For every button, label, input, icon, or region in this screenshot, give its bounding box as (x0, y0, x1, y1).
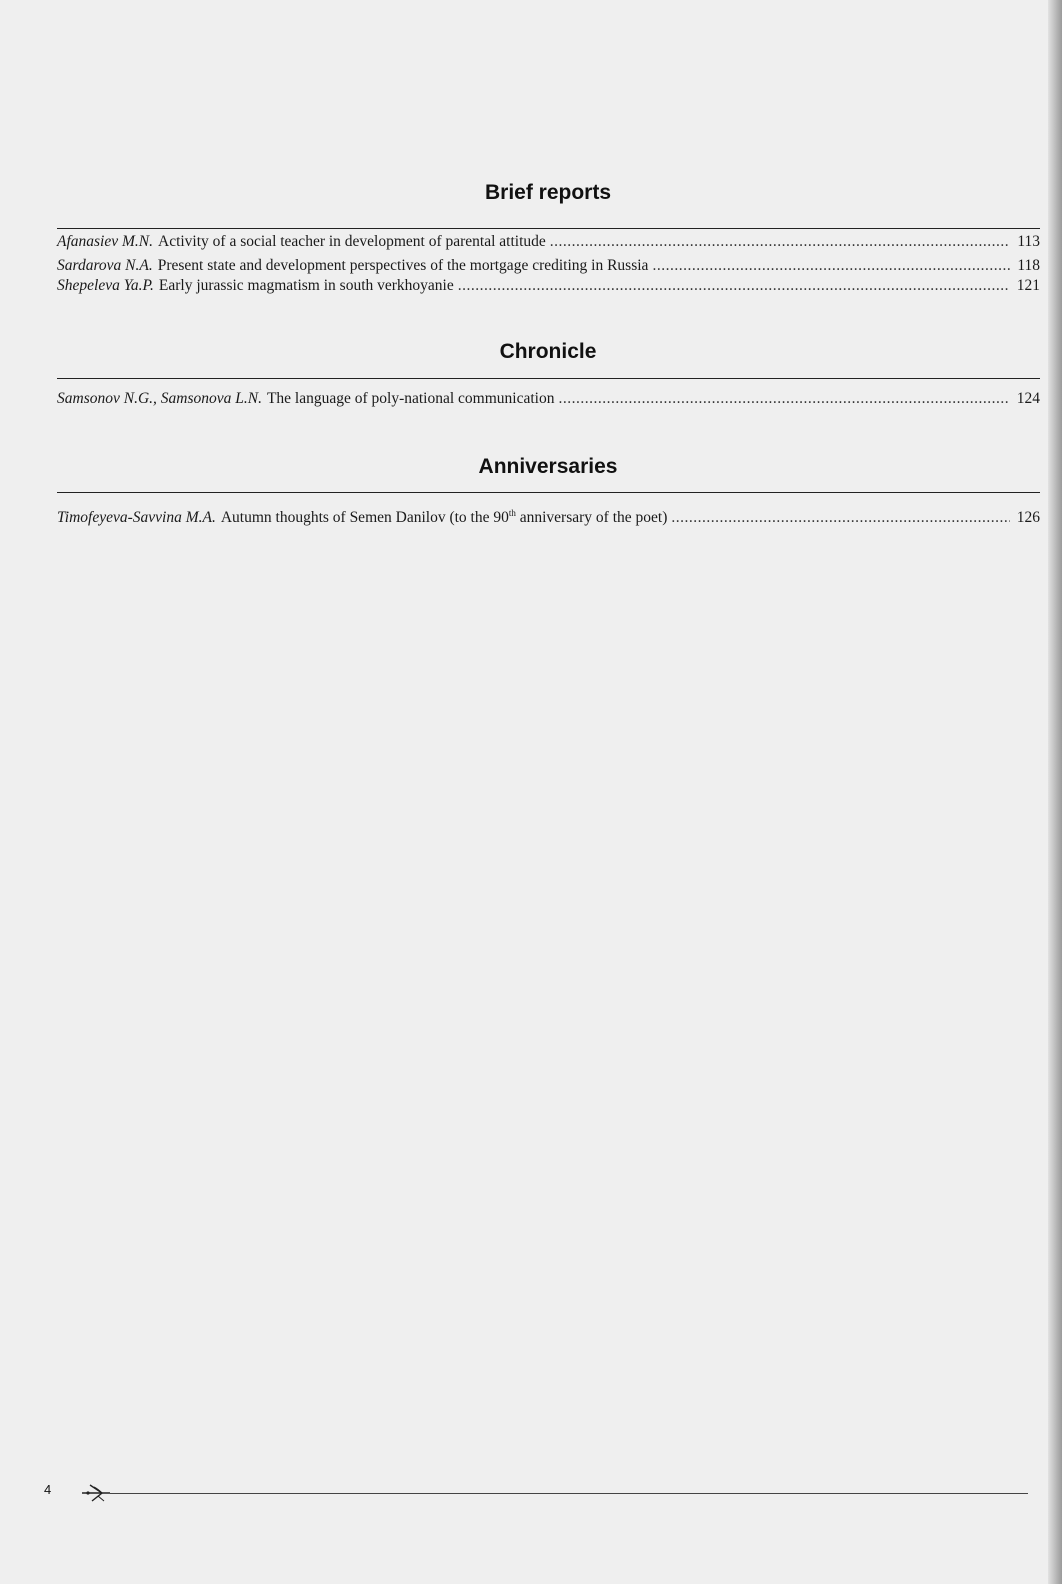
section-rule (57, 228, 1040, 229)
entry-authors: Afanasiev M.N. (57, 233, 153, 250)
entry-title: The language of poly-national communication (266, 390, 555, 407)
toc-entry[interactable] (57, 390, 1040, 408)
dot-leader (458, 277, 1010, 295)
entry-title-part: Autumn thoughts of Semen Danilov (to the 90 (220, 509, 509, 526)
page-edge-shadow (1048, 0, 1062, 1584)
entry-title: Present state and development perspectives of the mortgage crediting in Russia (157, 257, 649, 274)
entry-authors: Samsonov N.G., Samsonova L.N. (57, 390, 262, 407)
toc-entry[interactable] (57, 257, 1040, 275)
toc-entry[interactable] (57, 509, 1040, 527)
ordinal-superscript: th (508, 507, 516, 518)
entry-page: 126 (1016, 509, 1040, 526)
page-number: 4 (44, 1482, 52, 1497)
entry-page: 113 (1017, 233, 1040, 250)
section-heading-chronicle: Chronicle (499, 340, 597, 363)
section-heading-brief-reports: Brief reports (484, 181, 612, 204)
dot-leader (558, 390, 1010, 408)
toc-entry[interactable] (57, 233, 1040, 251)
entry-page: 124 (1016, 390, 1040, 407)
section-rule (57, 378, 1040, 379)
dot-leader (550, 233, 1010, 251)
entry-title (221, 509, 668, 527)
dot-leader (652, 257, 1010, 275)
entry-authors: Timofeyeva-Savvina M.A. (57, 509, 216, 526)
entry-authors: Sardarova N.A. (57, 257, 153, 274)
entry-title: Activity of a social teacher in development of parental attitude (158, 233, 546, 250)
entry-authors: Shepeleva Ya.P. (57, 277, 154, 294)
section-heading-anniversaries: Anniversaries (478, 455, 618, 478)
crane-logo-icon (80, 1481, 114, 1505)
entry-page: 121 (1016, 277, 1040, 294)
entry-title-part: anniversary of the poet) (515, 509, 668, 526)
toc-entry[interactable] (57, 277, 1040, 295)
entry-page: 118 (1017, 257, 1040, 274)
footer-rule (110, 1493, 1028, 1494)
entry-title: Early jurassic magmatism in south verkhoyanie (158, 277, 454, 294)
section-rule (57, 492, 1040, 493)
dot-leader (671, 509, 1010, 527)
